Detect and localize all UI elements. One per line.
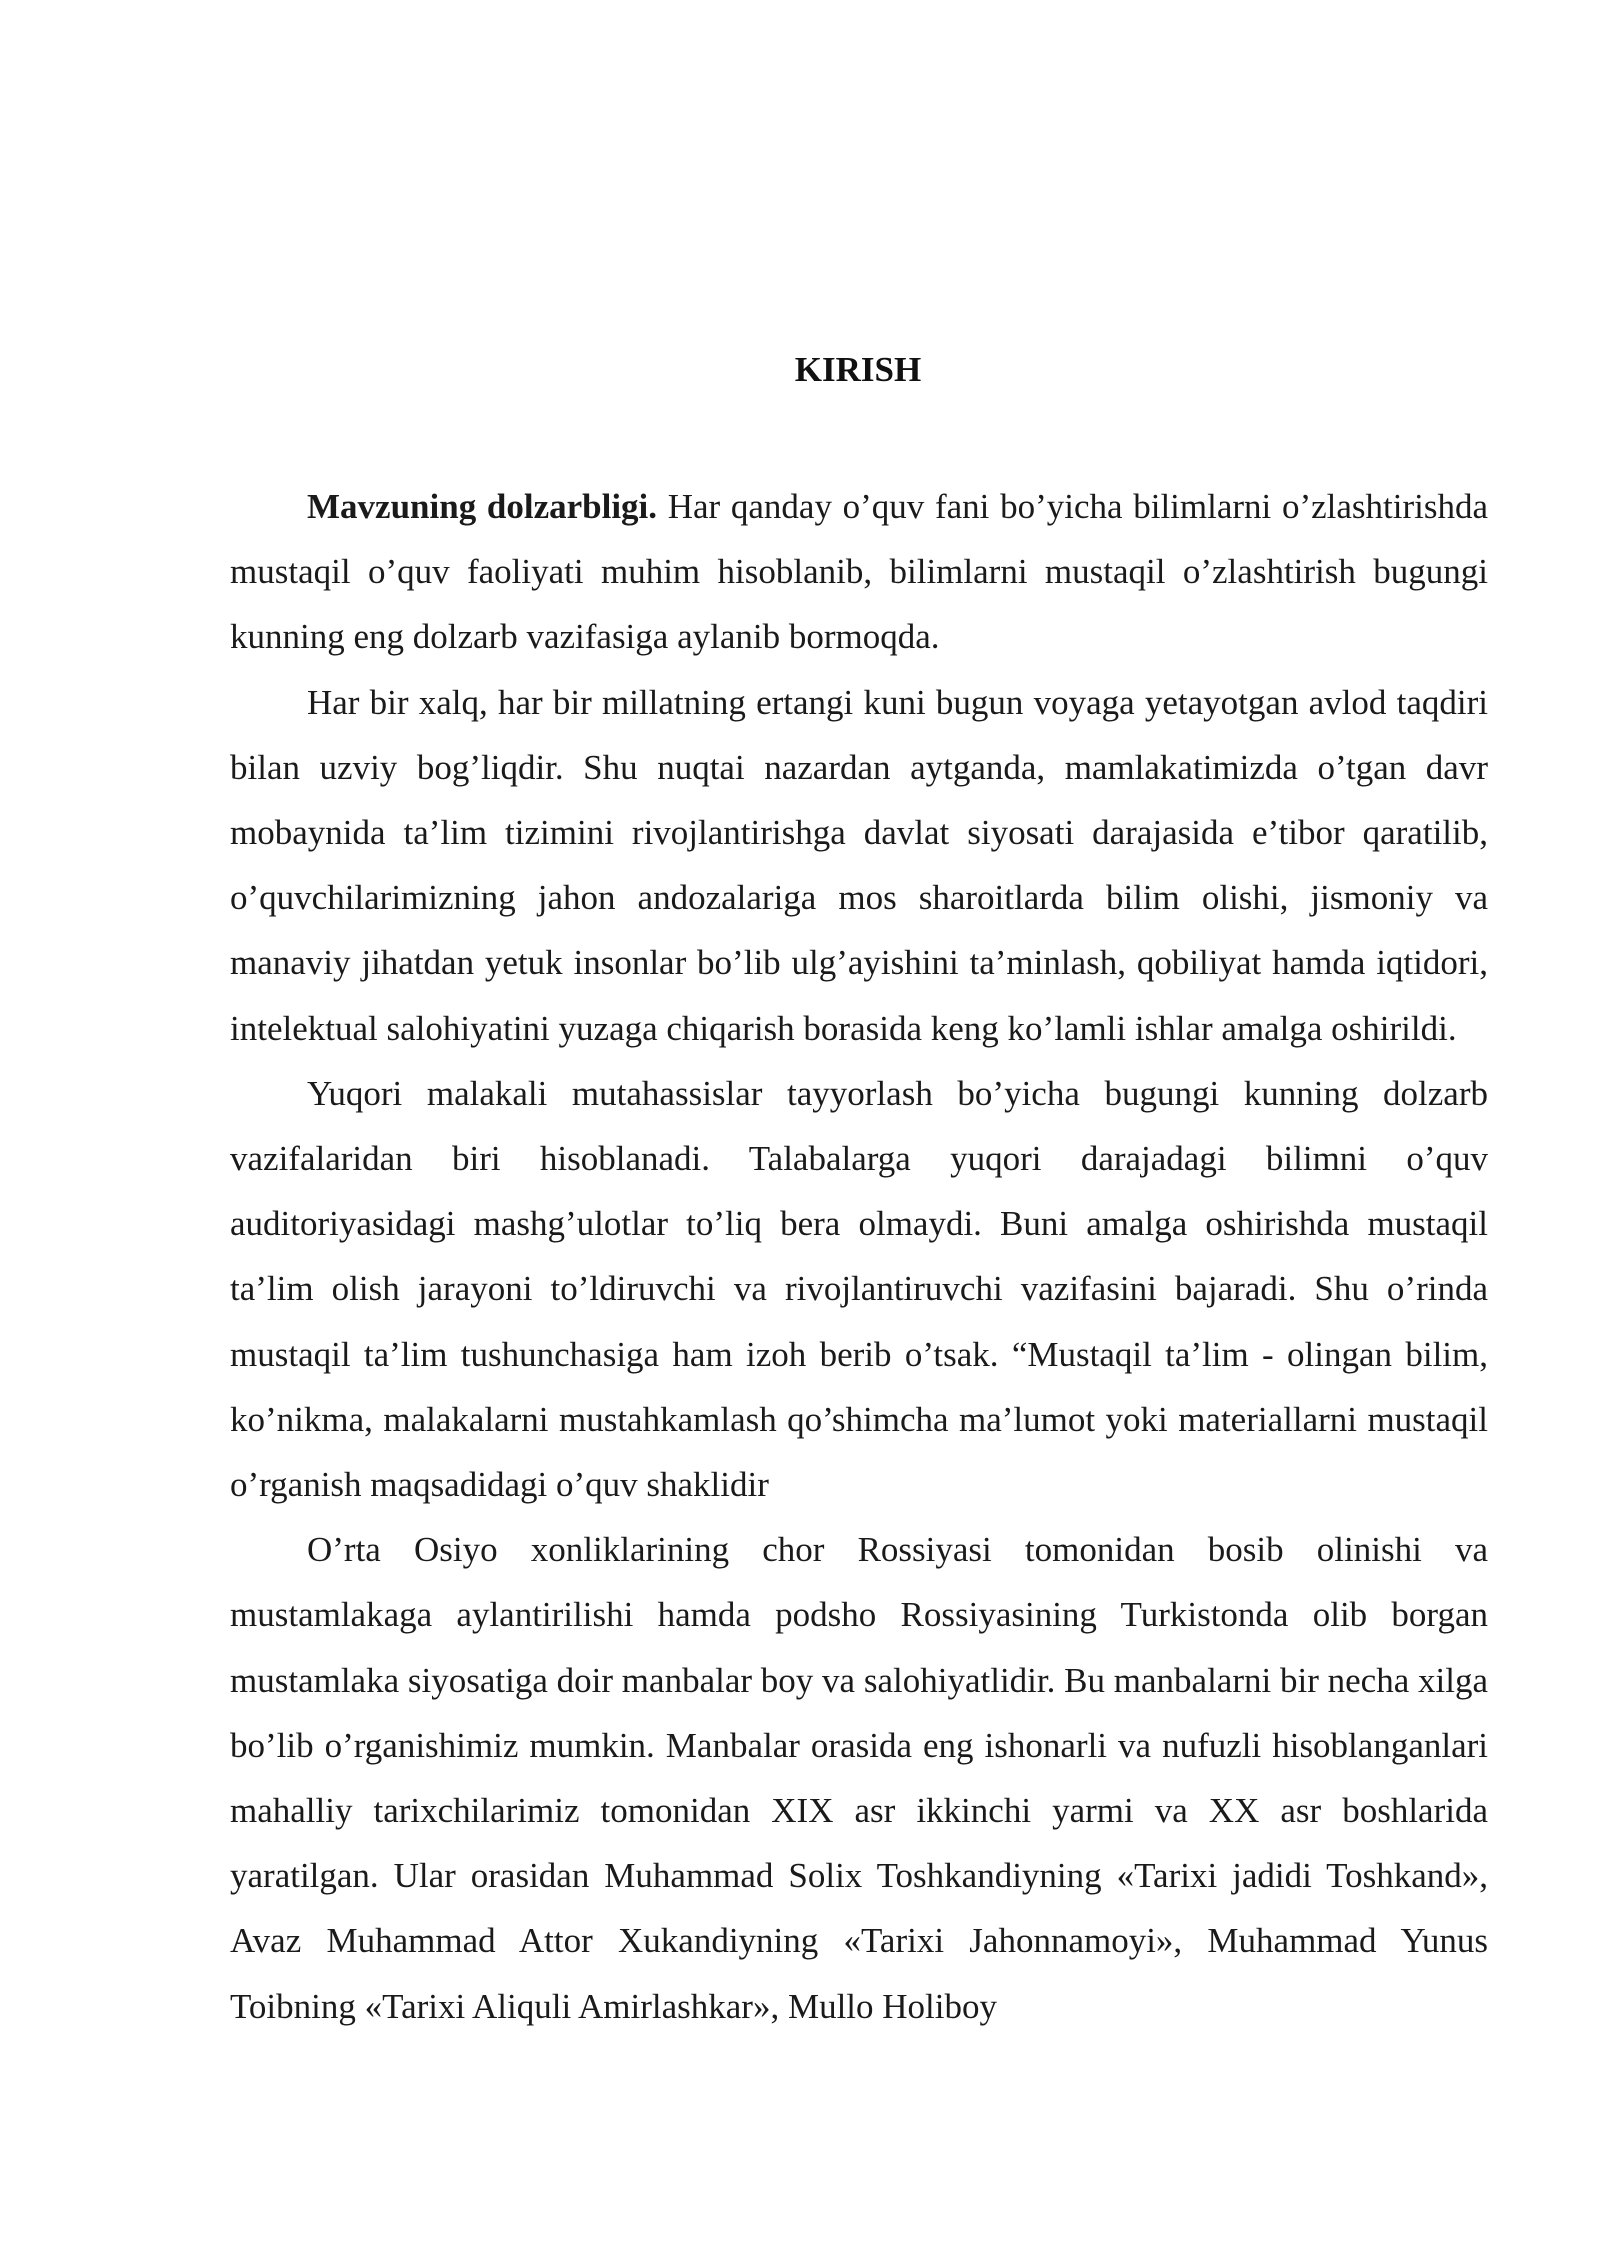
paragraph-text: Har qanday o’quv fani bo’yicha bilimlarni o’zlashtirishda mustaqil o’quv faoliyati muhim hisoblanib, bilimlarni mustaqil o’zlashtirish bugungi kunning eng dolzarb vazifasiga aylanib bormoqda.: [230, 487, 1488, 657]
page-title: KIRISH: [794, 350, 922, 389]
paragraph-relevance: [230, 474, 1488, 670]
lead-label: Mavzuning dolzarbligi.: [307, 487, 658, 526]
paragraph: O’rta Osiyo xonliklarining chor Rossiyasi tomonidan bosib olinishi va mustamlakaga aylantirilishi hamda podsho Rossiyasining Turkistonda olib borgan mustamlaka siyosatiga doir manbalar boy va salohiyatlidir. Bu manbalarni bir necha xilga bo’lib o’rganishimiz mumkin. Manbalar orasida eng ishonarli va nufuzli hisoblanganlari mahalliy tarixchilarimiz tomonidan XIX asr ikkinchi yarmi va XX asr boshlarida yaratilgan. Ular orasidan Muhammad Solix Toshkandiyning «Tarixi jadidi Toshkand», Avaz Muhammad Attor Xukandiyning «Tarixi Jahonnamoyi», Muhammad Yunus Toibning «Tarixi Aliquli Amirlashkar», Mullo Holiboy: [230, 1530, 1488, 2026]
paragraph: Yuqori malakali mutahassislar tayyorlash bo’yicha bugungi kunning dolzarb vazifalaridan biri hisoblanadi. Talabalarga yuqori darajadagi bilimni o’quv auditoriyasidagi mashg’ulotlar to’liq bera olmaydi. Buni amalga oshirishda mustaqil ta’lim olish jarayoni to’ldiruvchi va rivojlantiruvchi vazifasini bajaradi. Shu o’rinda mustaqil ta’lim tushunchasiga ham izoh berib o’tsak. “Mustaqil ta’lim - olingan bilim, ko’nikma, malakalarni mustahkamlash qo’shimcha ma’lumot yoki materiallarni mustaqil o’rganish maqsadidagi o’quv shaklidir: [230, 1073, 1488, 1505]
paragraph: Har bir xalq, har bir millatning ertangi kuni bugun voyaga yetayotgan avlod taqdiri bilan uzviy bog’liqdir. Shu nuqtai nazardan aytganda, mamlakatimizda o’tgan davr mobaynida ta’lim tizimini rivojlantirishga davlat siyosati darajasida e’tibor qaratilib, o’quvchilarimizning jahon andozalariga mos sharoitlarda bilim olishi, jismoniy va manaviy jihatdan yetuk insonlar bo’lib ulg’ayishini ta’minlash, qobiliyat hamda iqtidori, intelektual salohiyatini yuzaga chiqarish borasida keng ko’lamli ishlar amalga oshirildi.: [230, 682, 1488, 1048]
body-text: [230, 474, 1488, 2039]
